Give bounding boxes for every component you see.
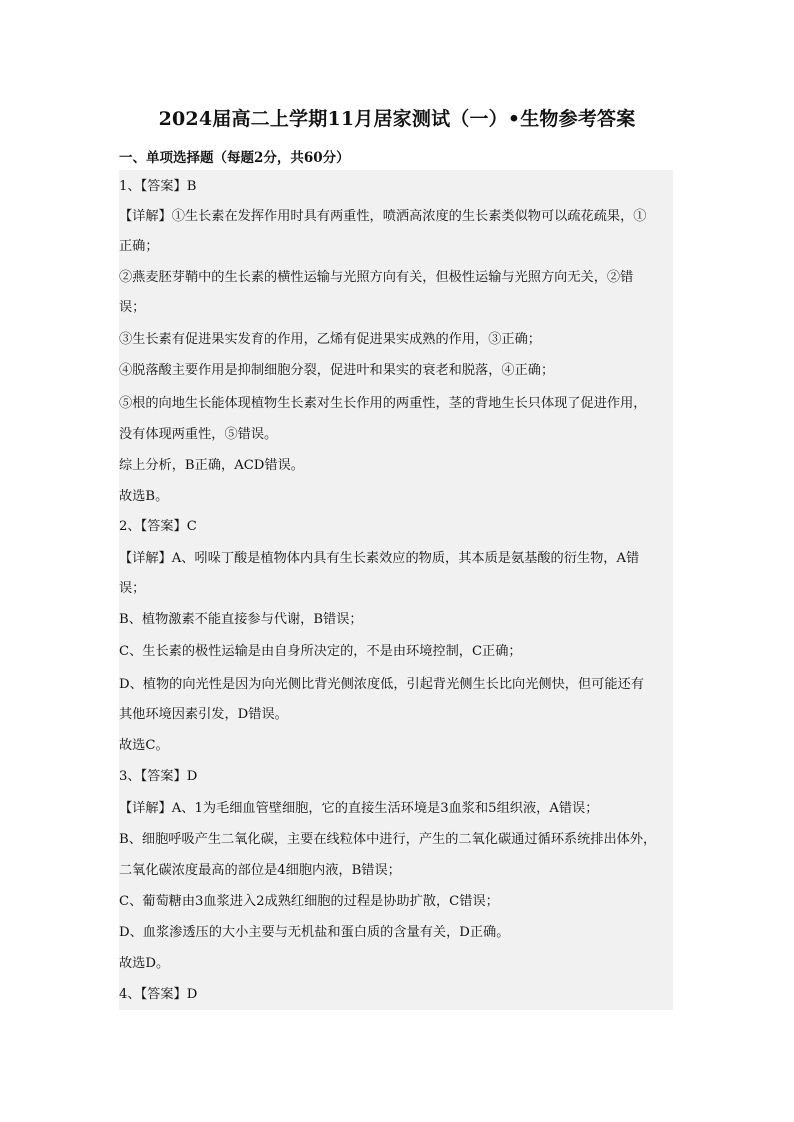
answer-line: 故选C。	[119, 738, 169, 753]
answer-line: 故选D。	[119, 956, 170, 971]
answer-line: 二氧化碳浓度最高的部位是4细胞内液，B错误；	[119, 863, 401, 878]
answer-block	[119, 170, 673, 1010]
answer-line: 2、【答案】C	[119, 519, 197, 534]
answer-line: 其他环境因素引发，D错误。	[119, 707, 288, 722]
answer-line: ④脱落酸主要作用是抑制细胞分裂，促进叶和果实的衰老和脱落，④正确；	[119, 363, 555, 378]
answer-line: ②燕麦胚芽鞘中的生长素的横性运输与光照方向有关，但极性运输与光照方向无关，②错	[119, 270, 634, 285]
answer-line: 误；	[119, 581, 146, 596]
answer-line: 【详解】①生长素在发挥作用时具有两重性，喷洒高浓度的生长素类似物可以疏花疏果，①	[119, 209, 647, 224]
answer-line: 【详解】A、1为毛细血管壁细胞，它的直接生活环境是3血浆和5组织液，A错误；	[119, 801, 599, 816]
answer-line: B、细胞呼吸产生二氧化碳，主要在线粒体中进行，产生的二氧化碳通过循环系统排出体外，	[119, 832, 657, 847]
answer-line: 综上分析，B正确，ACD错误。	[119, 458, 304, 473]
answer-line: 故选B。	[119, 489, 169, 504]
answer-line: C、生长素的极性运输是由自身所决定的，不是由环境控制，C正确；	[119, 644, 522, 659]
answer-line: 4、【答案】D	[119, 987, 198, 1002]
answer-line: 正确；	[119, 239, 159, 254]
answer-line: 误；	[119, 300, 146, 315]
answer-line: D、植物的向光性是因为向光侧比背光侧浓度低，引起背光侧生长比向光侧快，但可能还有	[119, 677, 644, 692]
answer-line: C、葡萄糖由3血浆进入2成熟红细胞的过程是协助扩散，C错误；	[119, 894, 499, 909]
answer-line: 1、【答案】B	[119, 179, 197, 194]
answer-line: ③生长素有促进果实发育的作用，乙烯有促进果实成熟的作用，③正确；	[119, 332, 541, 347]
section-heading: 一、单项选择题（每题2分，共60分）	[119, 150, 350, 166]
answer-line: D、血浆渗透压的大小主要与无机盐和蛋白质的含量有关，D正确。	[119, 925, 510, 940]
answer-line: ⑤根的向地生长能体现植物生长素对生长作用的两重性，茎的背地生长只体现了促进作用，	[119, 396, 647, 411]
answer-line: 没有体现两重性，⑤错误。	[119, 427, 278, 442]
answer-line: 【详解】A、吲哚丁酸是植物体内具有生长素效应的物质，其本质是氨基酸的衍生物，A错	[119, 551, 640, 566]
answer-line: 3、【答案】D	[119, 769, 198, 784]
answer-line: B、植物激素不能直接参与代谢，B错误；	[119, 612, 363, 627]
page-title: 2024届高二上学期11月居家测试（一）•生物参考答案	[158, 108, 636, 130]
